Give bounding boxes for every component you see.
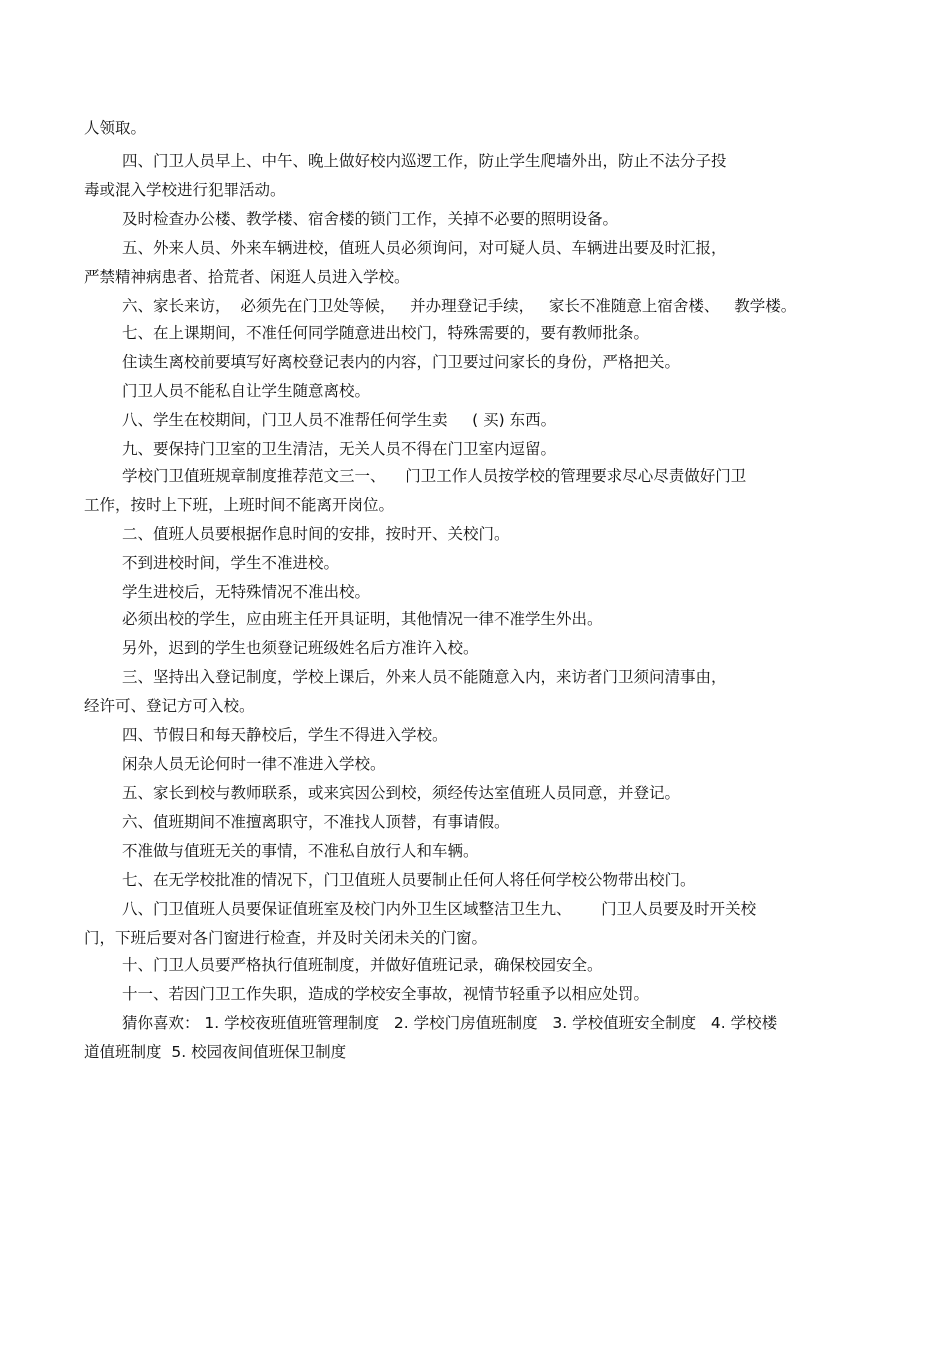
text-line: 七、在无学校批准的情况下，门卫值班人员要制止任何人将任何学校公物带出校门。 [122,871,696,889]
text-line: 七、在上课期间，不准任何同学随意进出校门，特殊需要的，要有教师批条。 [122,324,650,342]
text-line: 三、坚持出入登记制度，学校上课后，外来人员不能随意入内，来访者门卫须问清事由， [122,668,727,686]
text-line: 门卫人员不能私自让学生随意离校。 [122,382,371,400]
text-line: 八、门卫值班人员要保证值班室及校门内外卫生区域整洁卫生九、 门卫人员要及时开关校 [122,900,757,918]
text-line: 不准做与值班无关的事情，不准私自放行人和车辆。 [122,842,479,860]
text-line: 十一、若因门卫工作失职，造成的学校安全事故，视情节轻重予以相应处罚。 [122,985,650,1003]
text-line: 学校门卫值班规章制度推荐范文三一、 门卫工作人员按学校的管理要求尽心尽责做好门卫 [122,467,747,485]
text-line: 八、学生在校期间，门卫人员不准帮任何学生卖 ( 买) 东西。 [122,411,557,429]
text-line: 二、值班人员要根据作息时间的安排，按时开、关校门。 [122,525,510,543]
text-line: 五、家长到校与教师联系，或来宾因公到校，须经传达室值班人员同意，并登记。 [122,784,681,802]
related-links-line: 道值班制度 5. 校园夜间值班保卫制度 [84,1043,347,1061]
text-line: 住读生离校前要填写好离校登记表内的内容，门卫要过问家长的身份，严格把关。 [122,353,681,371]
related-links-line: 猜你喜欢： 1. 学校夜班值班管理制度 2. 学校门房值班制度 3. 学校值班安全制度 4. 学校楼 [122,1014,778,1032]
text-line: 四、节假日和每天静校后，学生不得进入学校。 [122,726,448,744]
text-line: 闲杂人员无论何时一律不准进入学校。 [122,755,386,773]
text-line: 工作，按时上下班，上班时间不能离开岗位。 [84,496,395,514]
text-line: 严禁精神病患者、拾荒者、闲逛人员进入学校。 [84,268,410,286]
text-line: 四、门卫人员早上、中午、晚上做好校内巡逻工作，防止学生爬墙外出，防止不法分子投 [122,152,727,170]
text-line: 五、外来人员、外来车辆进校，值班人员必须询问，对可疑人员、车辆进出要及时汇报， [122,239,727,257]
text-line: 学生进校后，无特殊情况不准出校。 [122,583,371,601]
text-line: 十、门卫人员要严格执行值班制度，并做好值班记录，确保校园安全。 [122,956,603,974]
text-line: 及时检查办公楼、教学楼、宿舍楼的锁门工作，关掉不必要的照明设备。 [122,210,619,228]
text-line: 必须出校的学生，应由班主任开具证明，其他情况一律不准学生外出。 [122,610,603,628]
text-line: 六、家长来访， 必须先在门卫处等候， 并办理登记手续， 家长不准随意上宿舍楼、 教学楼。 [122,297,797,315]
text-line: 人领取。 [84,119,147,137]
text-line: 毒或混入学校进行犯罪活动。 [84,181,286,199]
text-line: 门，下班后要对各门窗进行检查，并及时关闭未关的门窗。 [84,929,488,947]
text-line: 六、值班期间不准擅离职守，不准找人顶替，有事请假。 [122,813,510,831]
text-line: 九、要保持门卫室的卫生清洁，无关人员不得在门卫室内逗留。 [122,440,557,458]
text-line: 另外，迟到的学生也须登记班级姓名后方准许入校。 [122,639,479,657]
text-line: 经许可、登记方可入校。 [84,697,255,715]
text-line: 不到进校时间，学生不准进校。 [122,554,340,572]
